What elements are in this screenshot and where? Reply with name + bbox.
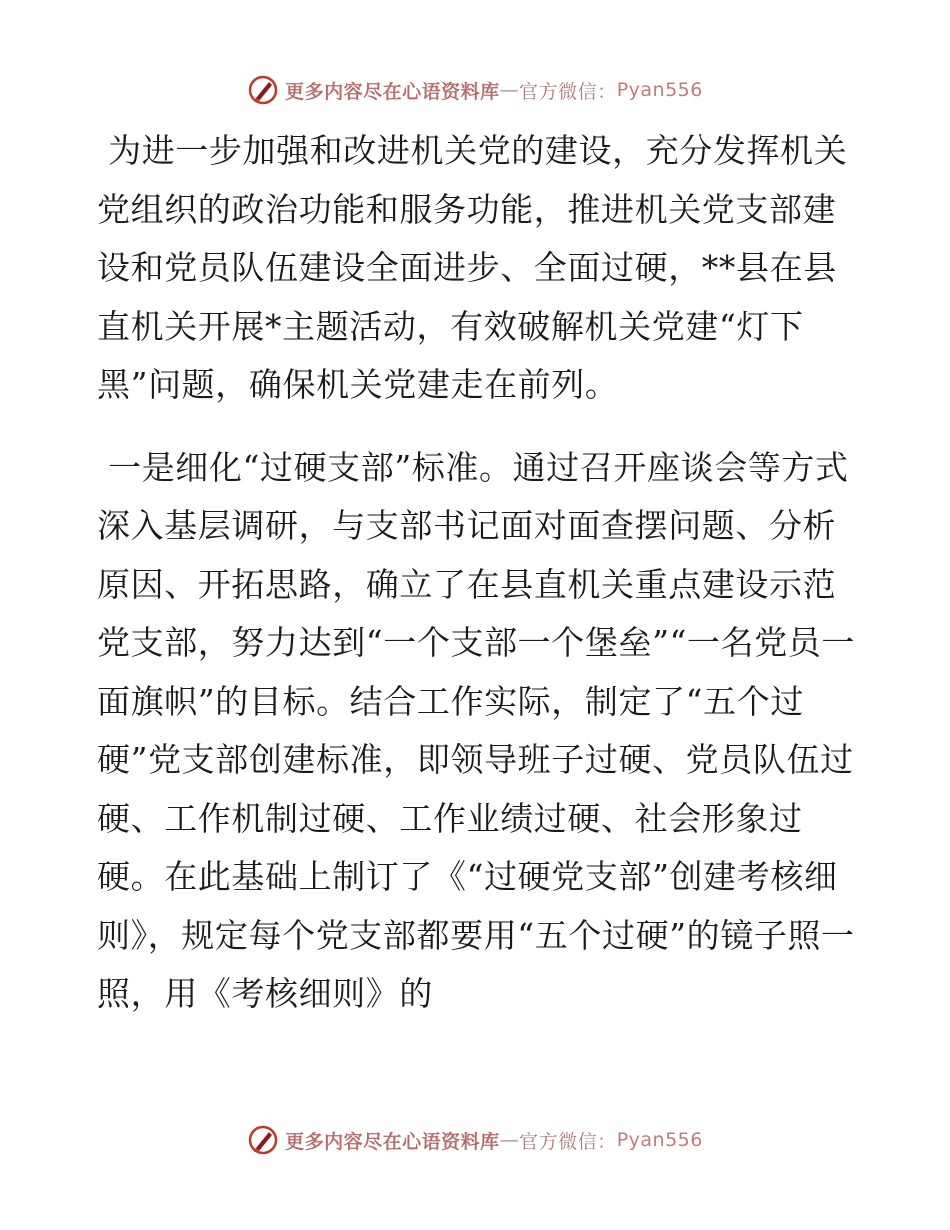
watermark-dash: — <box>499 79 520 101</box>
paragraph-intro: 为进一步加强和改进机关党的建设，充分发挥机关党组织的政治功能和服务功能，推进机关党支部建设和党员队伍建设全面进步、全面过硬，**县在县直机关开展*主题活动，有效破解机关党建“灯下黑”问题，确保机关党建走在前列。 <box>97 131 848 404</box>
watermark-brand: 更多内容尽在心语资料库 <box>285 80 500 103</box>
watermark-footer <box>0 1120 950 1160</box>
watermark-brand: 更多内容尽在心语资料库 <box>285 1130 500 1153</box>
red-pen-circle-icon <box>247 1124 279 1156</box>
watermark-wechat-id: Pyan556 <box>616 79 703 101</box>
watermark-wechat-id: Pyan556 <box>616 1129 703 1151</box>
watermark-dash: — <box>499 1129 520 1151</box>
watermark-header <box>0 70 950 110</box>
paragraph-standards: 一是细化“过硬支部”标准。通过召开座谈会等方式深入基层调研，与支部书记面对面查摆问题、分析原因、开拓思路，确立了在县直机关重点建设示范党支部，努力达到“一个支部一个堡垒”“一名党员一面旗帜”的目标。结合工作实际，制定了“五个过硬”党支部创建标准，即领导班子过硬、党员队伍过硬、工作机制过硬、工作业绩过硬、社会形象过硬。在此基础上制订了《“过硬党支部”创建考核细则》，规定每个党支部都要用“五个过硬”的镜子照一照，用《考核细则》的 <box>97 447 856 1013</box>
watermark-wechat-label: 官方微信： <box>519 1130 617 1153</box>
red-pen-circle-icon <box>247 74 279 106</box>
watermark-wechat-label: 官方微信： <box>519 80 617 103</box>
document-body <box>97 122 857 1024</box>
